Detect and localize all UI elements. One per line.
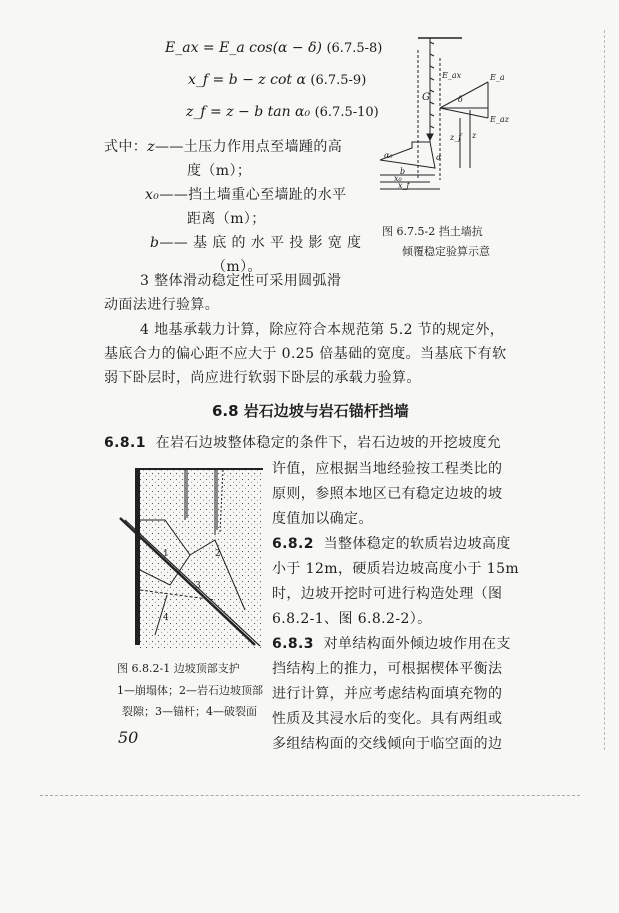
equation-6-7-5-10: [186, 104, 379, 120]
equation-formula: E_ax = E_a cos(α − δ): [165, 40, 323, 56]
label-xf: x_f: [398, 181, 410, 190]
where-b: b—— 基 底 的 水 平 投 影 宽 度: [150, 235, 362, 251]
label-delta: δ: [458, 95, 463, 104]
clause-6-8-2-line2: 小于 12m，硬质岩边坡高度小于 15m: [272, 561, 520, 577]
clause-6-8-2: 6.8.2 当整体稳定的软质岩边坡高度: [272, 536, 511, 552]
retaining-wall-diagram: [370, 30, 530, 215]
label-alpha: α: [436, 153, 442, 162]
label-Eaz: E_az: [490, 115, 509, 124]
clause-6-8-3-line2: 挡结构上的推力，可根据楔体平衡法: [272, 661, 503, 677]
clause-6-8-1-line3: 原则，参照本地区已有稳定边坡的坡: [272, 486, 503, 502]
label-3: 3: [195, 581, 201, 591]
clause-6-8-1-line4: 度值加以确定。: [272, 511, 373, 527]
rock-slope-diagram: [115, 460, 265, 650]
figure-6-8-2-1-caption-line3: 裂隙；3—锚杆；4—破裂面: [122, 705, 257, 718]
page-edge-rule: [604, 30, 606, 750]
label-Ea: E_a: [490, 73, 505, 82]
clause-6-8-2-line4: 6.8.2-1、图 6.8.2-2）。: [272, 611, 432, 627]
section-title: 6.8 岩石边坡与岩石锚杆挡墙: [212, 402, 409, 420]
label-b: b: [400, 167, 406, 176]
label-1: 1: [163, 549, 169, 559]
para3-line1: 3 整体滑动稳定性可采用圆弧滑: [140, 273, 342, 289]
clause-6-8-2-line3: 时，边坡开挖时可进行构造处理（图: [272, 586, 503, 602]
clause-6-8-3-line5: 多组结构面的交线倾向于临空面的边: [272, 736, 503, 752]
label-Eax: E_ax: [442, 71, 462, 80]
equation-6-7-5-8: [165, 40, 382, 56]
label-z: z: [472, 131, 477, 140]
where-intro: 式中：z——土压力作用点至墙踵的高: [104, 139, 343, 155]
bottom-rule: [40, 795, 580, 796]
clause-6-8-3: 6.8.3 对单结构面外倾边坡作用在支: [272, 636, 511, 652]
equation-number: (6.7.5-9): [310, 73, 367, 88]
para4-line3: 弱下卧层时，尚应进行软弱下卧层的承载力验算。: [104, 370, 421, 386]
where-b-line2: （m）。: [212, 259, 262, 275]
para3-line2: 动面法进行验算。: [104, 297, 220, 313]
figure-6-8-2-1-caption-line2: 1—崩塌体；2—岩石边坡顶部: [117, 684, 263, 697]
clause-6-8-3-line4: 性质及其浸水后的变化。具有两组或: [272, 711, 503, 727]
page-number: 50: [118, 728, 139, 747]
equation-number: (6.7.5-10): [314, 105, 379, 120]
label-2: 2: [215, 549, 221, 559]
where-x0: x₀——挡土墙重心至墙趾的水平: [145, 187, 347, 203]
para4-line2: 基底合力的偏心距不应大于 0.25 倍基础的宽度。当基底下有软: [104, 346, 507, 362]
where-z-line2: 度（m）；: [187, 163, 252, 179]
figure-6-7-5-2-caption-line1: 图 6.7.5-2 挡土墙抗: [382, 225, 483, 238]
where-x0-line2: 距离（m）；: [187, 211, 266, 227]
equation-formula: x_f = b − z cot α: [188, 72, 306, 88]
para4-line1: 4 地基承载力计算，除应符合本规范第 5.2 节的规定外，: [140, 322, 505, 338]
equation-6-7-5-9: [188, 72, 366, 88]
clause-6-8-1-line2: 许值，应根据当地经验按工程类比的: [272, 461, 503, 477]
equation-number: (6.7.5-8): [326, 41, 383, 56]
clause-6-8-3-line3: 进行计算，并应考虑结构面填充物的: [272, 686, 503, 702]
label-x0: x₀: [394, 174, 402, 183]
label-4: 4: [163, 613, 169, 623]
label-zf: z_f: [450, 133, 462, 142]
clause-6-8-1: 6.8.1 在岩石边坡整体稳定的条件下，岩石边坡的开挖坡度允: [104, 435, 502, 451]
equation-formula: z_f = z − b tan α₀: [186, 104, 311, 120]
label-G: G: [422, 92, 430, 103]
figure-6-7-5-2-caption-line2: 倾覆稳定验算示意: [402, 245, 490, 258]
label-alpha0: α₀: [384, 151, 393, 160]
figure-6-8-2-1-caption-line1: 图 6.8.2-1 边坡顶部支护: [117, 662, 240, 675]
